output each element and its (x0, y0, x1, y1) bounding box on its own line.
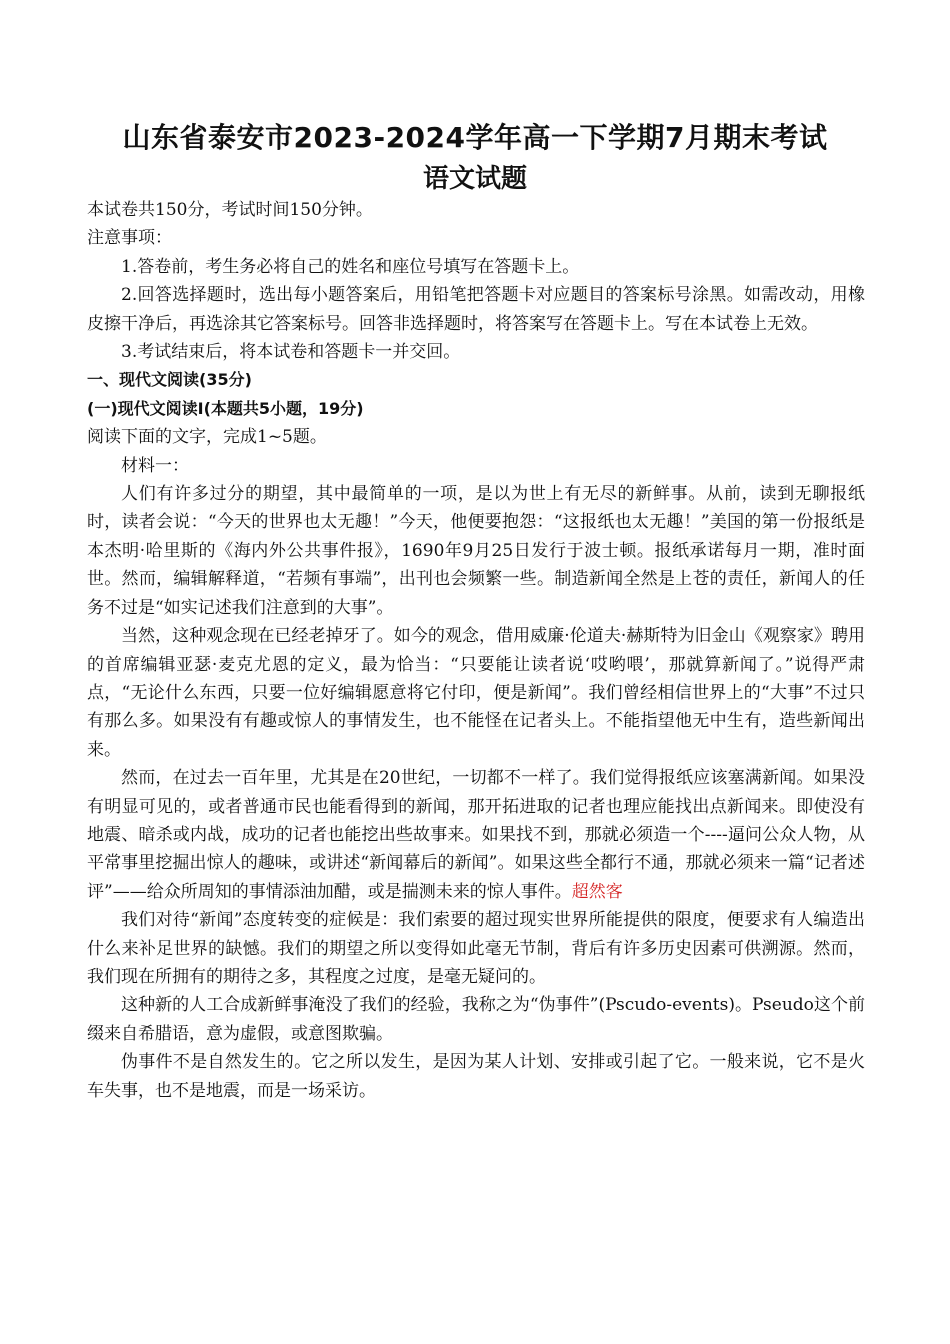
paragraph-3-text: 然而，在过去一百年里，尤其是在20世纪，一切都不一样了。我们觉得报纸应该塞满新闻。如果没有明显可见的，或者普通市民也能看得到的新闻，那开拓进取的记者也理应能找出点新闻来。即使没有地震、暗杀或内战，成功的记者也能挖出些故事来。如果找不到，那就必须造一个----逼问公众人物，从平常事里挖掘出惊人的趣味，或讲述“新闻幕后的新闻”。如果这些全都行不通，那就必须来一篇“记者述评”——给众所周知的事情添油加醋，或是揣测未来的惊人事件。 (87, 768, 865, 902)
paragraph-6: 伪事件不是自然发生的。它之所以发生，是因为某人计划、安排或引起了它。一般来说，它不是火车失事，也不是地震，而是一场采访。 (87, 1052, 865, 1101)
paragraph-4: 我们对待“新闻”态度转变的症候是：我们索要的超过现实世界所能提供的限度，便要求有人编造出什么来补足世界的缺憾。我们的期望之所以变得如此毫无节制，背后有许多历史因素可供溯源。然而，我们现在所拥有的期待之多，其程度之过度，是毫无疑问的。 (87, 910, 865, 987)
exam-subtitle: 语文试题 (422, 164, 527, 194)
paragraph-2: 当然，这种观念现在已经老掉牙了。如今的观念，借用威廉·伦道夫·赫斯特为旧金山《观察家》聘用的首席编辑亚瑟·麦克尤恩的定义，最为恰当：“只要能让读者说‘哎哟喂’，那就算新闻了。”说得严肃点，“无论什么东西，只要一位好编辑愿意将它付印，便是新闻”。我们曾经相信世界上的“大事”不过只有那么多。如果没有有趣或惊人的事情发生，也不能怪在记者头上。不能指望他无中生有，造些新闻出来。 (87, 626, 865, 760)
exam-info: 本试卷共150分，考试时间150分钟。 (87, 200, 373, 220)
exam-title: 山东省泰安市2023-2024学年高一下学期7月期末考试 (122, 121, 828, 154)
paragraph-5: 这种新的人工合成新鲜事淹没了我们的经验，我称之为“伪事件”(Pscudo-events)。Pseudo这个前缀来自希腊语，意为虚假，或意图欺骗。 (87, 995, 865, 1044)
notice-item-3: 3.考试结束后，将本试卷和答题卡一并交回。 (121, 342, 461, 363)
section-heading: 一、现代文阅读(35分) (87, 370, 252, 390)
paragraph-3 (87, 764, 865, 906)
reading-instruction: 阅读下面的文字，完成1~5题。 (87, 427, 327, 448)
section-subheading: (一)现代文阅读Ⅰ(本题共5小题，19分) (87, 398, 364, 418)
notice-item-1: 1.答卷前，考生务必将自己的姓名和座位号填写在答题卡上。 (121, 256, 580, 277)
material-label: 材料一： (121, 455, 189, 476)
notice-item-2: 2.回答选择题时，选出每小题答案后，用铅笔把答题卡对应题目的答案标号涂黑。如需改动，用橡皮擦干净后，再选涂其它答案标号。回答非选择题时，将答案写在答题卡上。写在本试卷上无效。 (87, 285, 865, 334)
watermark-text: 超然客 (571, 881, 623, 902)
paragraph-1: 人们有许多过分的期望，其中最简单的一项，是以为世上有无尽的新鲜事。从前，读到无聊报纸时，读者会说：“今天的世界也太无趣！”今天，他便要抱怨：“这报纸也太无趣！”美国的第一份报纸是本杰明·哈里斯的《海内外公共事件报》，1690年9月25日发行于波士顿。报纸承诺每月一期，准时面世。然而，编辑解释道，“若频有事端”，出刊也会频繁一些。制造新闻全然是上苍的责任，新闻人的任务不过是“如实记述我们注意到的大事”。 (87, 484, 865, 618)
exam-body (87, 196, 865, 1105)
notice-label: 注意事项： (87, 228, 172, 249)
